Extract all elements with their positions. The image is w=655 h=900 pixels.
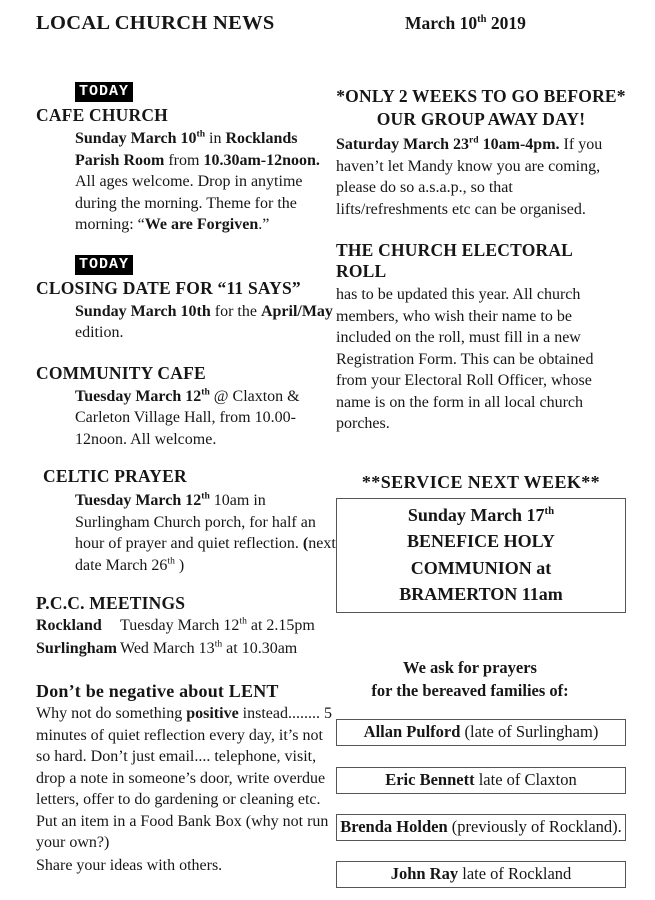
community-cafe-heading: COMMUNITY CAFE xyxy=(36,362,206,383)
pcc-row-label: Surlingham xyxy=(36,639,117,657)
section-cafe-church xyxy=(36,40,336,236)
bereaved-name-box: John Ray late of Rockland xyxy=(336,861,626,888)
lent-heading: Don’t be negative about LENT xyxy=(36,681,279,701)
section-prayers xyxy=(336,656,626,888)
prayers-intro xyxy=(336,656,626,702)
section-pcc-meetings xyxy=(36,593,336,659)
page-header xyxy=(36,12,635,40)
bereaved-name-box: Brenda Holden (previously of Rockland). xyxy=(336,814,626,841)
lent-body: Why not do something positive instead........ 5 minutes of quiet reflection every day, it’s not so hard. Don’t just email.... telephone, visit, drop a note in someone’s door, write overdue letters, offer to do gardening or cleaning etc. Put an item in a Food Bank Box (why not run your own?) xyxy=(36,705,332,851)
bereaved-name-box: Eric Bennett late of Claxton xyxy=(336,767,626,794)
service-next-week-heading: **SERVICE NEXT WEEK** xyxy=(361,471,601,492)
service-line-3: COMMUNION at xyxy=(410,557,552,578)
cafe-church-heading: CAFE CHURCH xyxy=(36,105,168,125)
content-columns xyxy=(36,40,635,888)
cafe-church-body: Sunday March 10th in Rocklands Parish Room from 10.30am-12noon. All ages welcome. Drop in anytime during the morning. Theme for the morning: “We are Forgiven.” xyxy=(75,128,320,233)
pcc-row-value: Wed March 13th at 10.30am xyxy=(120,638,298,657)
pcc-row-rockland xyxy=(36,615,336,637)
service-line-2: BENEFICE HOLY xyxy=(407,531,555,551)
pcc-meetings-heading: P.C.C. MEETINGS xyxy=(36,593,186,613)
pcc-row-value: Tuesday March 12th at 2.15pm xyxy=(120,615,315,634)
closing-date-body: Sunday March 10th for the April/May edition. xyxy=(75,302,333,341)
section-closing-date xyxy=(36,236,336,344)
prayers-intro-line1: We ask for prayers xyxy=(403,657,537,677)
lent-footer: Share your ideas with others. xyxy=(36,856,223,874)
electoral-roll-body: has to be updated this year. All church members, who wish their name to be included on the roll, must fill in a new Registration Form. This can be obtained from your Electoral Roll Officer, whose name is on the form in all local church porches. xyxy=(336,286,594,432)
page-title: LOCAL CHURCH NEWS xyxy=(36,12,275,34)
left-column xyxy=(36,40,336,876)
closing-date-heading: CLOSING DATE FOR “11 SAYS” xyxy=(36,277,301,298)
service-details-box xyxy=(336,498,626,613)
pcc-row-label: Rockland xyxy=(36,617,102,634)
section-electoral-roll xyxy=(336,240,626,435)
celtic-prayer-heading: CELTIC PRAYER xyxy=(43,466,187,486)
right-column xyxy=(336,40,626,888)
away-day-heading xyxy=(336,85,626,131)
page-date: March 10th 2019 xyxy=(405,13,526,33)
bereaved-name-box: Allan Pulford (late of Surlingham) xyxy=(336,719,626,746)
away-day-body: Saturday March 23rd 10am-4pm. If you haven’t let Mandy know you are coming, please do so a.s.a.p., so that lifts/refreshments etc can be organised. xyxy=(336,134,603,218)
prayers-intro-line2: for the bereaved families of: xyxy=(371,680,569,700)
service-line-date: Sunday March 17th xyxy=(407,504,555,525)
electoral-roll-heading: THE CHURCH ELECTORAL ROLL xyxy=(336,240,573,281)
section-celtic-prayer xyxy=(36,466,336,576)
section-away-day xyxy=(336,85,626,220)
section-community-cafe xyxy=(36,363,336,451)
pcc-row-surlingham xyxy=(36,638,336,660)
section-lent xyxy=(36,681,336,876)
service-line-4: BRAMERTON 11am xyxy=(399,584,563,604)
today-badge: TODAY xyxy=(75,255,133,275)
away-day-heading-line1: *ONLY 2 WEEKS TO GO BEFORE* xyxy=(336,86,626,106)
today-badge: TODAY xyxy=(75,82,133,102)
away-day-heading-line2: OUR GROUP AWAY DAY! xyxy=(376,109,586,129)
section-service-next-week xyxy=(336,472,626,613)
community-cafe-body: Tuesday March 12th @ Claxton & Carleton Village Hall, from 10.00-12noon. All welcome. xyxy=(75,386,300,448)
celtic-prayer-body: Tuesday March 12th 10am in Surlingham Church porch, for half an hour of prayer and quiet reflection. (next date March 26th ) xyxy=(75,490,336,574)
